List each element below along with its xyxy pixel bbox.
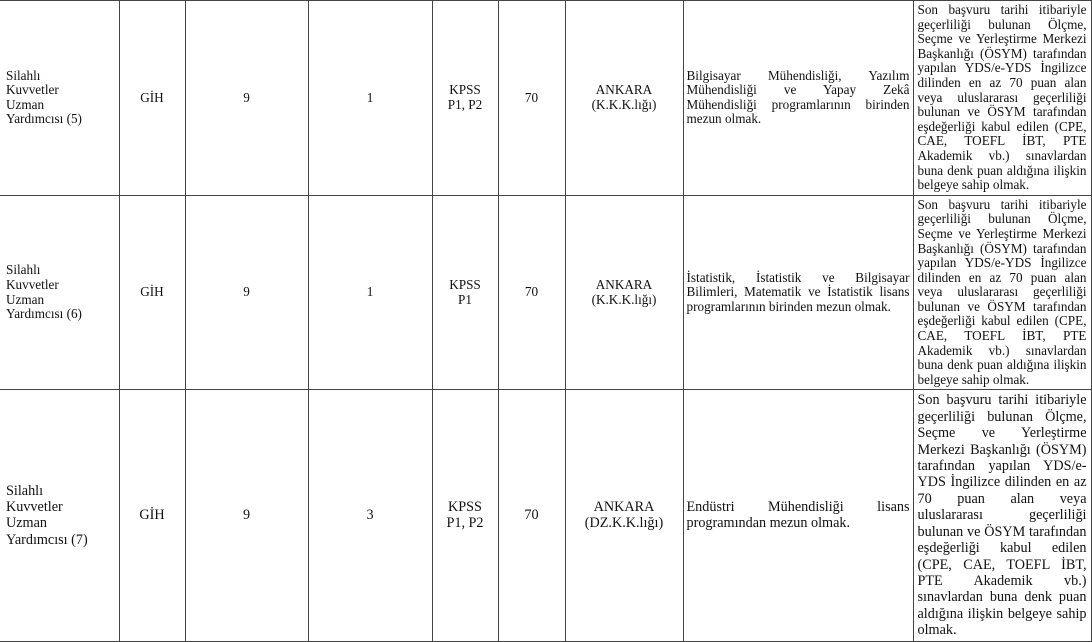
table-row [0, 1, 1091, 196]
position-cell: Silahlı Kuvvetler Uzman Yardımcısı (7) [0, 390, 119, 641]
position-cell: Silahlı Kuvvetler Uzman Yardımcısı (5) [0, 1, 119, 196]
position-cell: Silahlı Kuvvetler Uzman Yardımcısı (6) [0, 195, 119, 390]
grade-cell: 9 [185, 195, 308, 390]
education-cell: Bilgisayar Mühendisliği, Yazılım Mühendisliği ve Yapay Zekâ Mühendisliği programlarının birinden mezun olmak. [683, 1, 913, 196]
exam-cell: KPSS P1, P2 [432, 390, 498, 641]
class-cell: GİH [119, 1, 185, 196]
class-cell: GİH [119, 390, 185, 641]
score-cell: 70 [498, 390, 565, 641]
exam-cell: KPSS P1, P2 [432, 1, 498, 196]
table-row [0, 195, 1091, 390]
location-cell: ANKARA (K.K.K.lığı) [565, 195, 683, 390]
grade-cell: 9 [185, 390, 308, 641]
grade-cell: 9 [185, 1, 308, 196]
count-cell: 3 [308, 390, 432, 641]
location-cell: ANKARA (K.K.K.lığı) [565, 1, 683, 196]
education-cell: İstatistik, İstatistik ve Bilgisayar Bilimleri, Matematik ve İstatistik lisans programlarının birinden mezun olmak. [683, 195, 913, 390]
score-cell: 70 [498, 1, 565, 196]
exam-cell: KPSS P1 [432, 195, 498, 390]
count-cell: 1 [308, 1, 432, 196]
conditions-cell: Son başvuru tarihi itibariyle geçerliliği bulunan Ölçme, Seçme ve Yerleştirme Merkezi Başkanlığı (ÖSYM) tarafından yapılan YDS/e-YDS İngilizce dilinden en az 70 puan alan veya uluslararası geçerliliği bulunan ve ÖSYM tarafından eşdeğerliği kabul edilen (CPE, CAE, TOEFL İBT, PTE Akademik vb.) sınavlardan buna denk puan aldığına ilişkin belgeye sahip olmak. [913, 195, 1091, 390]
conditions-cell: Son başvuru tarihi itibariyle geçerliliği bulunan Ölçme, Seçme ve Yerleştirme Merkezi Başkanlığı (ÖSYM) tarafından yapılan YDS/e-YDS İngilizce dilinden en az 70 puan alan veya uluslararası geçerliliği bulunan ve ÖSYM tarafından eşdeğerliği kabul edilen (CPE, CAE, TOEFL İBT, PTE Akademik vb.) sınavlardan buna denk puan aldığına ilişkin belgeye sahip olmak. [913, 390, 1091, 641]
count-cell: 1 [308, 195, 432, 390]
location-cell: ANKARA (DZ.K.K.lığı) [565, 390, 683, 641]
table-row [0, 390, 1091, 641]
class-cell: GİH [119, 195, 185, 390]
score-cell: 70 [498, 195, 565, 390]
education-cell: Endüstri Mühendisliği lisans programından mezun olmak. [683, 390, 913, 641]
conditions-cell: Son başvuru tarihi itibariyle geçerliliği bulunan Ölçme, Seçme ve Yerleştirme Merkezi Başkanlığı (ÖSYM) tarafından yapılan YDS/e-YDS İngilizce dilinden en az 70 puan alan veya uluslararası geçerliliği bulunan ve ÖSYM tarafından eşdeğerliği kabul edilen (CPE, CAE, TOEFL İBT, PTE Akademik vb.) sınavlardan buna denk puan aldığına ilişkin belgeye sahip olmak. [913, 1, 1091, 196]
